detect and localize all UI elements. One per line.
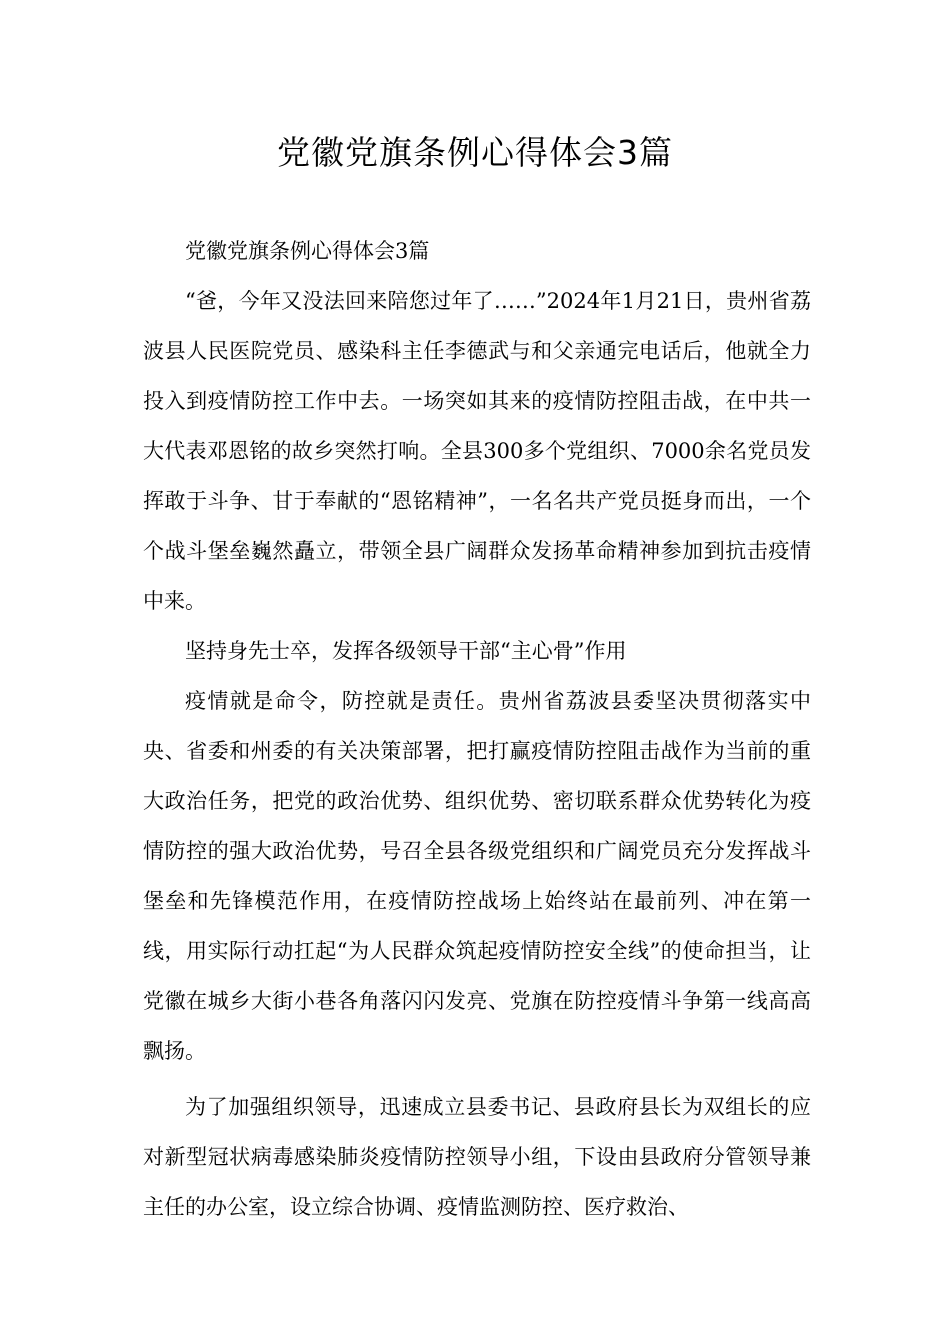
document-title: 党徽党旗条例心得体会3篇	[277, 133, 673, 172]
document-body	[143, 226, 811, 1232]
paragraph-responsibility: 疫情就是命令，防控就是责任。贵州省荔波县委坚决贯彻落实中央、省委和州委的有关决策部署，把打赢疫情防控阻击战作为当前的重大政治任务，把党的政治优势、组织优势、密切联系群众优势转化为疫情防控的强大政治优势，号召全县各级党组织和广阔党员充分发挥战斗堡垒和先锋模范作用，在疫情防控战场上始终站在最前列、冲在第一线，用实际行动扛起“为人民群众筑起疫情防控安全线”的使命担当，让党徽在城乡大街小巷各角落闪闪发亮、党旗在防控疫情斗争第一线高高飘扬。	[143, 689, 811, 1063]
paragraph-subtitle: 党徽党旗条例心得体会3篇	[185, 239, 430, 263]
paragraph-section-heading: 坚持身先士卒，发挥各级领导干部“主心骨”作用	[185, 639, 627, 663]
paragraph-organization: 为了加强组织领导，迅速成立县委书记、县政府县长为双组长的应对新型冠状病毒感染肺炎疫情防控领导小组，下设由县政府分管领导兼主任的办公室，设立综合协调、疫情监测防控、医疗救治、	[143, 1095, 811, 1219]
paragraph-intro: “爸，今年又没法回来陪您过年了……”2024年1月21日，贵州省荔波县人民医院党员、感染科主任李德武与和父亲通完电话后，他就全力投入到疫情防控工作中去。一场突如其来的疫情防控阻击战，在中共一大代表邓恩铭的故乡突然打响。全县300多个党组织、7000余名党员发挥敢于斗争、甘于奉献的“恩铭精神”，一名名共产党员挺身而出，一个个战斗堡垒巍然矗立，带领全县广阔群众发扬革命精神参加到抗击疫情中来。	[143, 289, 811, 613]
